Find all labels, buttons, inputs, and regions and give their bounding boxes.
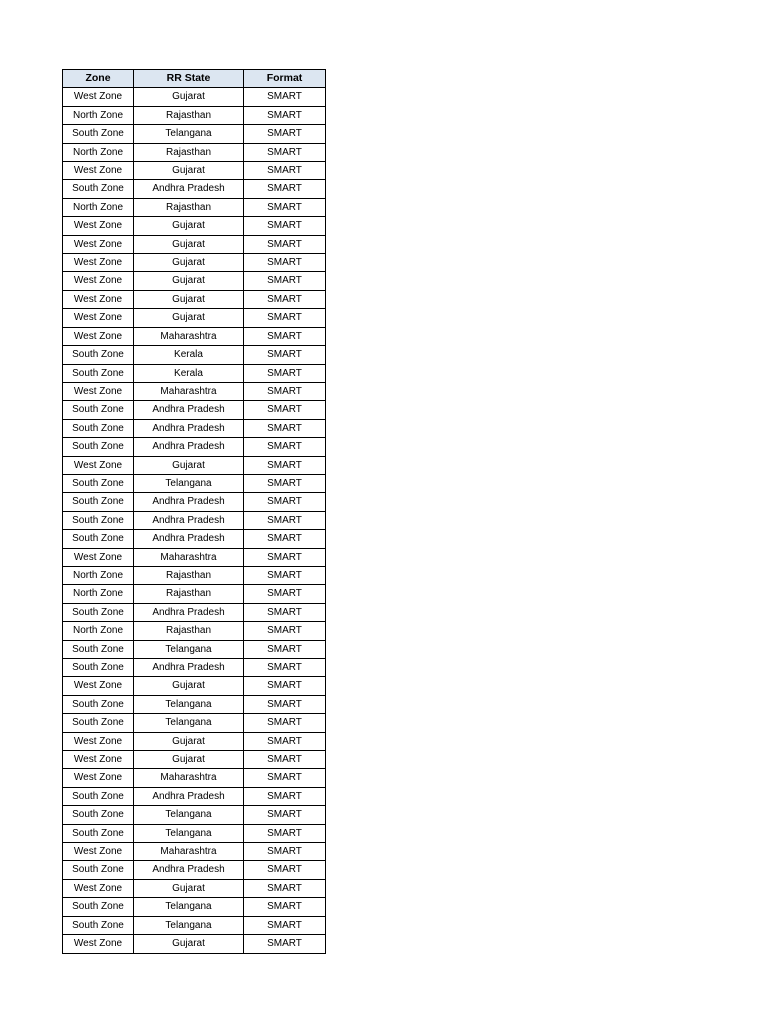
format-cell: SMART	[244, 493, 326, 511]
zone-cell: North Zone	[63, 198, 134, 216]
zone-cell: West Zone	[63, 162, 134, 180]
rr-state-cell: Telangana	[134, 806, 244, 824]
zone-cell: West Zone	[63, 456, 134, 474]
format-cell: SMART	[244, 530, 326, 548]
zone-cell: West Zone	[63, 732, 134, 750]
table-row	[63, 364, 326, 382]
table-row	[63, 659, 326, 677]
rr-state-cell: Andhra Pradesh	[134, 603, 244, 621]
rr-state-cell: Gujarat	[134, 879, 244, 897]
zone-cell: West Zone	[63, 769, 134, 787]
zone-cell: South Zone	[63, 695, 134, 713]
format-cell: SMART	[244, 861, 326, 879]
zone-cell: South Zone	[63, 180, 134, 198]
table-row	[63, 511, 326, 529]
format-cell: SMART	[244, 640, 326, 658]
format-cell: SMART	[244, 511, 326, 529]
rr-state-cell: Telangana	[134, 714, 244, 732]
zone-cell: West Zone	[63, 254, 134, 272]
rr-state-cell: Andhra Pradesh	[134, 861, 244, 879]
zone-cell: South Zone	[63, 916, 134, 934]
rr-state-cell: Andhra Pradesh	[134, 419, 244, 437]
format-cell: SMART	[244, 677, 326, 695]
zone-cell: South Zone	[63, 861, 134, 879]
format-cell: SMART	[244, 327, 326, 345]
format-cell: SMART	[244, 787, 326, 805]
table-row	[63, 751, 326, 769]
zone-cell: West Zone	[63, 88, 134, 106]
table-row	[63, 438, 326, 456]
table-row	[63, 125, 326, 143]
rr-state-cell: Gujarat	[134, 677, 244, 695]
table-row	[63, 346, 326, 364]
format-cell: SMART	[244, 456, 326, 474]
format-cell: SMART	[244, 217, 326, 235]
column-header-rr-state: RR State	[134, 70, 244, 88]
zone-cell: South Zone	[63, 401, 134, 419]
rr-state-cell: Andhra Pradesh	[134, 401, 244, 419]
format-cell: SMART	[244, 162, 326, 180]
rr-state-cell: Rajasthan	[134, 143, 244, 161]
format-cell: SMART	[244, 824, 326, 842]
format-cell: SMART	[244, 180, 326, 198]
table-row	[63, 622, 326, 640]
rr-state-cell: Rajasthan	[134, 106, 244, 124]
zone-cell: West Zone	[63, 935, 134, 953]
format-cell: SMART	[244, 603, 326, 621]
rr-state-cell: Gujarat	[134, 162, 244, 180]
zone-cell: West Zone	[63, 843, 134, 861]
table-row	[63, 217, 326, 235]
rr-state-cell: Maharashtra	[134, 382, 244, 400]
zone-cell: West Zone	[63, 217, 134, 235]
rr-state-cell: Rajasthan	[134, 566, 244, 584]
format-cell: SMART	[244, 235, 326, 253]
format-cell: SMART	[244, 474, 326, 492]
table-row	[63, 879, 326, 897]
rr-state-cell: Gujarat	[134, 88, 244, 106]
rr-state-cell: Telangana	[134, 640, 244, 658]
format-cell: SMART	[244, 382, 326, 400]
table-row	[63, 640, 326, 658]
format-cell: SMART	[244, 419, 326, 437]
table-row	[63, 843, 326, 861]
table-row	[63, 401, 326, 419]
zone-cell: South Zone	[63, 364, 134, 382]
zone-cell: South Zone	[63, 438, 134, 456]
zone-cell: West Zone	[63, 382, 134, 400]
table-row	[63, 254, 326, 272]
zone-cell: South Zone	[63, 346, 134, 364]
table-row	[63, 180, 326, 198]
rr-state-cell: Gujarat	[134, 309, 244, 327]
zone-cell: South Zone	[63, 806, 134, 824]
table-body	[63, 88, 326, 953]
rr-state-cell: Kerala	[134, 364, 244, 382]
rr-state-cell: Maharashtra	[134, 769, 244, 787]
table-row	[63, 695, 326, 713]
table-row	[63, 824, 326, 842]
zone-cell: South Zone	[63, 898, 134, 916]
zone-cell: West Zone	[63, 272, 134, 290]
format-cell: SMART	[244, 254, 326, 272]
rr-state-cell: Andhra Pradesh	[134, 438, 244, 456]
table-row	[63, 898, 326, 916]
column-header-zone: Zone	[63, 70, 134, 88]
table-row	[63, 769, 326, 787]
format-cell: SMART	[244, 622, 326, 640]
table-row	[63, 530, 326, 548]
zone-cell: South Zone	[63, 530, 134, 548]
format-cell: SMART	[244, 548, 326, 566]
table-row	[63, 474, 326, 492]
format-cell: SMART	[244, 695, 326, 713]
format-cell: SMART	[244, 879, 326, 897]
zone-cell: South Zone	[63, 659, 134, 677]
zone-cell: West Zone	[63, 879, 134, 897]
rr-state-cell: Maharashtra	[134, 548, 244, 566]
rr-state-cell: Telangana	[134, 125, 244, 143]
table-row	[63, 198, 326, 216]
table-row	[63, 272, 326, 290]
zone-cell: West Zone	[63, 290, 134, 308]
rr-state-cell: Telangana	[134, 824, 244, 842]
table-row	[63, 806, 326, 824]
format-cell: SMART	[244, 198, 326, 216]
format-cell: SMART	[244, 401, 326, 419]
rr-state-cell: Gujarat	[134, 217, 244, 235]
rr-state-cell: Gujarat	[134, 254, 244, 272]
format-cell: SMART	[244, 714, 326, 732]
format-cell: SMART	[244, 769, 326, 787]
header-row	[63, 70, 326, 88]
zone-cell: South Zone	[63, 714, 134, 732]
format-cell: SMART	[244, 106, 326, 124]
rr-state-cell: Telangana	[134, 898, 244, 916]
format-cell: SMART	[244, 143, 326, 161]
table-row	[63, 493, 326, 511]
table-row	[63, 88, 326, 106]
table-row	[63, 162, 326, 180]
rr-state-cell: Maharashtra	[134, 843, 244, 861]
table-header	[63, 70, 326, 88]
table-row	[63, 677, 326, 695]
rr-state-cell: Telangana	[134, 695, 244, 713]
rr-state-cell: Rajasthan	[134, 585, 244, 603]
table-row	[63, 106, 326, 124]
format-cell: SMART	[244, 346, 326, 364]
rr-state-cell: Gujarat	[134, 456, 244, 474]
format-cell: SMART	[244, 935, 326, 953]
table-row	[63, 861, 326, 879]
table-row	[63, 714, 326, 732]
format-cell: SMART	[244, 88, 326, 106]
zone-cell: North Zone	[63, 143, 134, 161]
zone-cell: West Zone	[63, 548, 134, 566]
rr-state-cell: Kerala	[134, 346, 244, 364]
zone-cell: South Zone	[63, 474, 134, 492]
zone-cell: North Zone	[63, 106, 134, 124]
zone-cell: West Zone	[63, 327, 134, 345]
format-cell: SMART	[244, 290, 326, 308]
table-row	[63, 235, 326, 253]
rr-state-cell: Gujarat	[134, 732, 244, 750]
rr-state-cell: Telangana	[134, 474, 244, 492]
zone-cell: South Zone	[63, 640, 134, 658]
table-row	[63, 603, 326, 621]
format-cell: SMART	[244, 272, 326, 290]
format-cell: SMART	[244, 843, 326, 861]
table-row	[63, 290, 326, 308]
format-cell: SMART	[244, 566, 326, 584]
format-cell: SMART	[244, 364, 326, 382]
rr-state-cell: Gujarat	[134, 235, 244, 253]
rr-state-cell: Andhra Pradesh	[134, 511, 244, 529]
zone-cell: West Zone	[63, 751, 134, 769]
table-row	[63, 566, 326, 584]
rr-state-cell: Gujarat	[134, 751, 244, 769]
table-row	[63, 382, 326, 400]
rr-state-cell: Rajasthan	[134, 622, 244, 640]
table-row	[63, 327, 326, 345]
zone-cell: South Zone	[63, 125, 134, 143]
zone-cell: South Zone	[63, 603, 134, 621]
zone-cell: North Zone	[63, 585, 134, 603]
format-cell: SMART	[244, 309, 326, 327]
zone-cell: South Zone	[63, 511, 134, 529]
column-header-format: Format	[244, 70, 326, 88]
rr-state-cell: Andhra Pradesh	[134, 530, 244, 548]
table-row	[63, 585, 326, 603]
zone-cell: South Zone	[63, 824, 134, 842]
rr-state-cell: Gujarat	[134, 290, 244, 308]
table-row	[63, 309, 326, 327]
format-cell: SMART	[244, 898, 326, 916]
rr-state-cell: Andhra Pradesh	[134, 659, 244, 677]
zone-cell: West Zone	[63, 309, 134, 327]
format-cell: SMART	[244, 659, 326, 677]
rr-state-cell: Andhra Pradesh	[134, 493, 244, 511]
rr-state-cell: Gujarat	[134, 272, 244, 290]
format-cell: SMART	[244, 732, 326, 750]
rr-state-cell: Rajasthan	[134, 198, 244, 216]
zone-cell: West Zone	[63, 235, 134, 253]
format-cell: SMART	[244, 751, 326, 769]
format-cell: SMART	[244, 125, 326, 143]
zone-cell: North Zone	[63, 622, 134, 640]
rr-state-cell: Gujarat	[134, 935, 244, 953]
format-cell: SMART	[244, 916, 326, 934]
format-cell: SMART	[244, 585, 326, 603]
zone-state-table	[62, 69, 326, 954]
table-row	[63, 916, 326, 934]
table-row	[63, 732, 326, 750]
table-row	[63, 143, 326, 161]
format-cell: SMART	[244, 438, 326, 456]
table-row	[63, 787, 326, 805]
format-cell: SMART	[244, 806, 326, 824]
table-row	[63, 456, 326, 474]
rr-state-cell: Andhra Pradesh	[134, 180, 244, 198]
rr-state-cell: Telangana	[134, 916, 244, 934]
zone-cell: West Zone	[63, 677, 134, 695]
table-row	[63, 419, 326, 437]
zone-cell: South Zone	[63, 493, 134, 511]
zone-cell: South Zone	[63, 419, 134, 437]
table-row	[63, 935, 326, 953]
table-row	[63, 548, 326, 566]
zone-cell: South Zone	[63, 787, 134, 805]
rr-state-cell: Maharashtra	[134, 327, 244, 345]
zone-cell: North Zone	[63, 566, 134, 584]
rr-state-cell: Andhra Pradesh	[134, 787, 244, 805]
